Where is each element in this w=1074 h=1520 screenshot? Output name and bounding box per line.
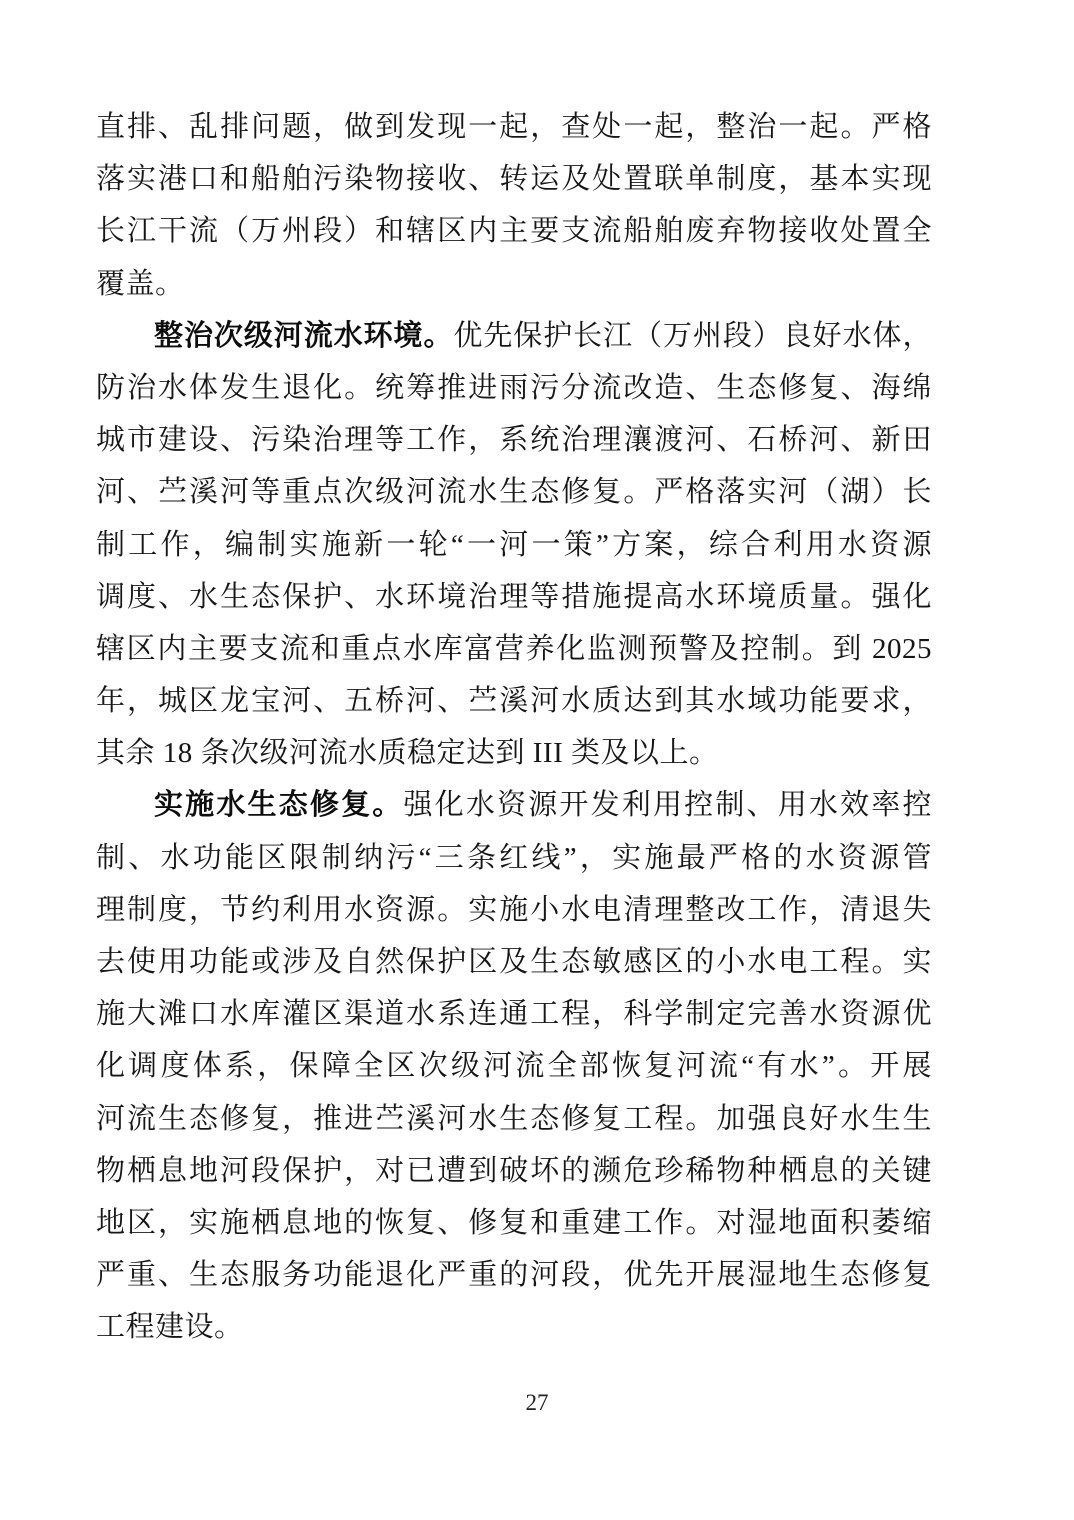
text-line <box>96 832 932 884</box>
text-run: 严重、生态服务功能退化严重的河段，优先开展湿地生态修复 <box>96 1259 932 1292</box>
text-run: 施大滩口水库灌区渠道水系连通工程，科学制定完善水资源优 <box>96 998 932 1031</box>
text-line <box>96 988 932 1040</box>
text-line <box>96 362 932 414</box>
text-line <box>96 519 932 571</box>
text-run: 制工作，编制实施新一轮“一河一策”方案，综合利用水资源 <box>96 528 932 561</box>
text-line <box>96 1249 932 1301</box>
text-run: 优先保护长江（万州段）良好水体， <box>453 319 932 352</box>
text-line <box>96 675 932 727</box>
text-run: 城市建设、污染治理等工作，系统治理瀼渡河、石桥河、新田 <box>96 424 932 457</box>
page-number: 27 <box>525 1390 549 1415</box>
text-line <box>96 623 932 675</box>
text-run: 辖区内主要支流和重点水库富营养化监测预警及控制。到 2025 <box>96 632 932 665</box>
text-run: 河流生态修复，推进苎溪河水生态修复工程。加强良好水生生 <box>96 1102 932 1135</box>
text-line <box>96 884 932 936</box>
text-line <box>96 310 932 362</box>
text-run: 化调度体系，保障全区次级河流全部恢复河流“有水”。开展 <box>96 1050 932 1083</box>
text-line <box>96 571 932 623</box>
text-line <box>96 1301 932 1353</box>
paragraph-heading: 实施水生态修复。 <box>154 789 404 822</box>
text-run: 落实港口和船舶污染物接收、转运及处置联单制度，基本实现 <box>96 163 932 196</box>
text-run: 直排、乱排问题，做到发现一起，查处一起，整治一起。严格 <box>96 111 932 143</box>
text-line <box>96 414 932 466</box>
text-line <box>96 153 932 205</box>
text-run: 物栖息地河段保护，对已遭到破坏的濒危珍稀物种栖息的关键 <box>96 1154 932 1187</box>
text-line <box>96 1040 932 1092</box>
text-run: 年，城区龙宝河、五桥河、苎溪河水质达到其水域功能要求， <box>96 685 932 718</box>
text-run: 制、水功能区限制纳污“三条红线”，实施最严格的水资源管 <box>96 841 932 874</box>
text-line <box>96 1145 932 1197</box>
paragraph-heading: 整治次级河流水环境。 <box>154 319 454 352</box>
text-line <box>96 466 932 518</box>
text-line <box>96 205 932 257</box>
text-run: 河、苎溪河等重点次级河流水生态修复。严格落实河（湖）长 <box>96 476 932 509</box>
text-run: 去使用功能或涉及自然保护区及生态敏感区的小水电工程。实 <box>96 946 932 978</box>
text-run: 防治水体发生退化。统筹推进雨污分流改造、生态修复、海绵 <box>96 371 932 404</box>
text-line <box>96 258 932 310</box>
text-line <box>96 936 932 988</box>
text-line <box>96 727 932 779</box>
document-body <box>96 101 932 1354</box>
text-run: 调度、水生态保护、水环境治理等措施提高水环境质量。强化 <box>96 580 932 613</box>
text-run: 理制度，节约利用水资源。实施小水电清理整改工作，清退失 <box>96 893 932 926</box>
text-line <box>96 779 932 831</box>
text-run: 长江干流（万州段）和辖区内主要支流船舶废弃物接收处置全 <box>96 215 932 248</box>
text-run: 覆盖。 <box>96 267 185 300</box>
text-line <box>96 1093 932 1145</box>
text-line <box>96 1197 932 1249</box>
text-run: 工程建设。 <box>96 1311 244 1344</box>
text-run: 强化水资源开发利用控制、用水效率控 <box>403 789 932 822</box>
text-run: 地区，实施栖息地的恢复、修复和重建工作。对湿地面积萎缩 <box>96 1206 932 1239</box>
text-line <box>96 101 932 153</box>
text-run: 其余 18 条次级河流水质稳定达到 III 类及以上。 <box>96 737 719 770</box>
